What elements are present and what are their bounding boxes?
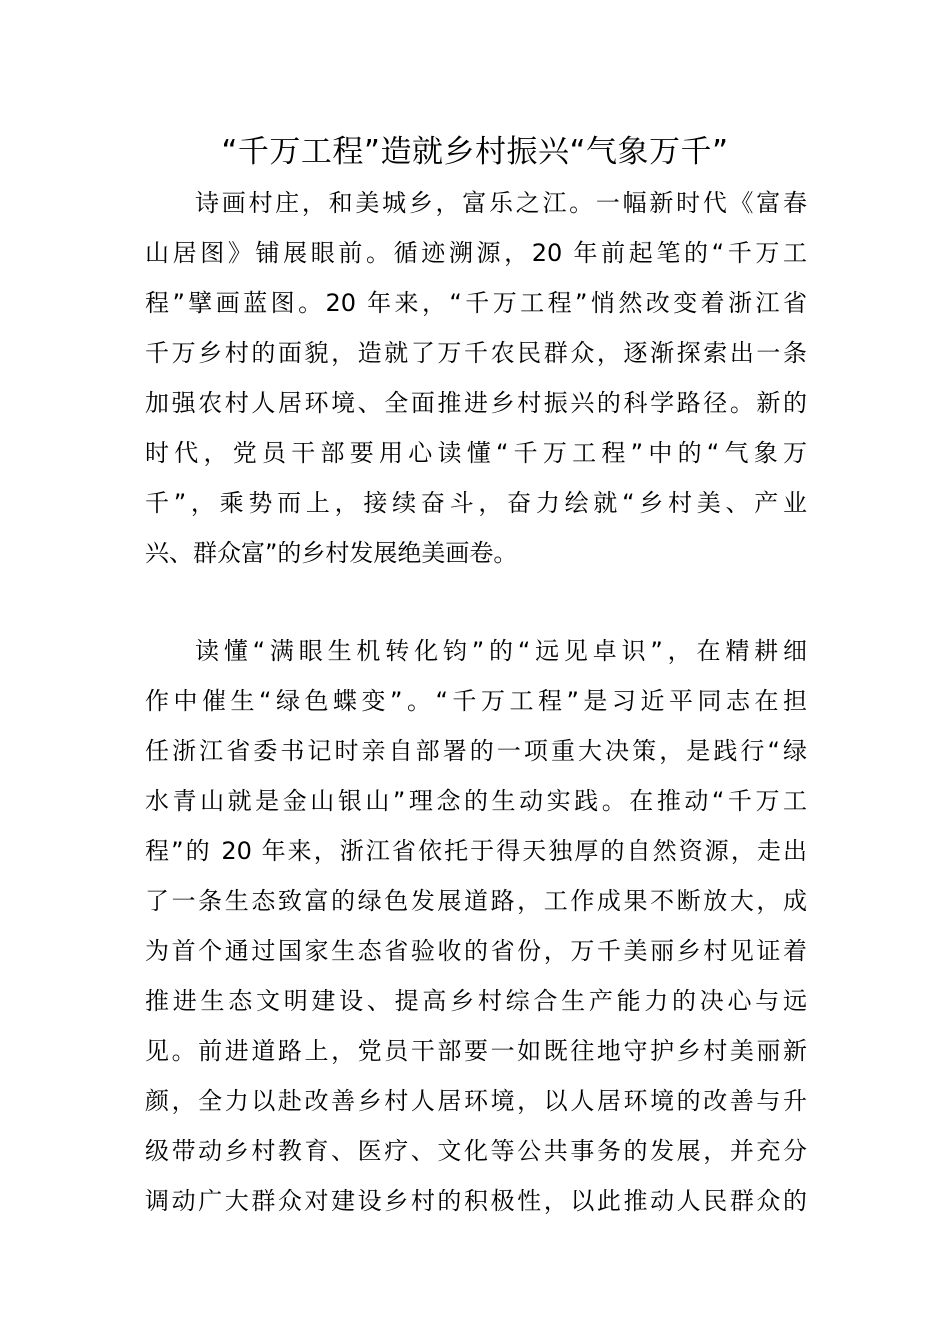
text-line: 千万乡村的面貌，造就了万千农民群众，逐渐探索出一条 (145, 339, 807, 367)
text-line: 时代，党员干部要用心读懂“千万工程”中的“气象万 (145, 439, 807, 467)
document-title: “千万工程”造就乡村振兴“气象万千” (221, 134, 729, 170)
text-line: 级带动乡村教育、医疗、文化等公共事务的发展，并充分 (145, 1137, 807, 1165)
text-line: 推进生态文明建设、提高乡村综合生产能力的决心与远 (145, 987, 807, 1015)
text-line: 读懂“满眼生机转化钧”的“远见卓识”，在精耕细 (195, 637, 807, 665)
text-line: 诗画村庄，和美城乡，富乐之江。一幅新时代《富春 (195, 189, 807, 217)
text-line: 作中催生“绿色蝶变”。“千万工程”是习近平同志在担 (145, 687, 807, 715)
text-line: 颜，全力以赴改善乡村人居环境，以人居环境的改善与升 (145, 1087, 807, 1115)
text-line: 调动广大群众对建设乡村的积极性，以此推动人民群众的 (145, 1187, 807, 1215)
text-line: 山居图》铺展眼前。循迹溯源，20 年前起笔的“千万工 (145, 239, 807, 267)
text-line: 程”擘画蓝图。20 年来，“千万工程”悄然改变着浙江省 (145, 289, 807, 317)
text-line: 见。前进道路上，党员干部要一如既往地守护乡村美丽新 (145, 1037, 807, 1065)
text-line: 加强农村人居环境、全面推进乡村振兴的科学路径。新的 (145, 389, 807, 417)
text-line: 为首个通过国家生态省验收的省份，万千美丽乡村见证着 (145, 937, 807, 965)
text-line: 了一条生态致富的绿色发展道路，工作成果不断放大，成 (145, 887, 807, 915)
text-line: 千”，乘势而上，接续奋斗，奋力绘就“乡村美、产业 (145, 489, 807, 517)
text-line: 任浙江省委书记时亲自部署的一项重大决策，是践行“绿 (145, 737, 807, 765)
text-line: 水青山就是金山银山”理念的生动实践。在推动“千万工 (145, 787, 807, 815)
text-line: 程”的 20 年来，浙江省依托于得天独厚的自然资源，走出 (145, 837, 807, 865)
text-line: 兴、群众富”的乡村发展绝美画卷。 (145, 539, 518, 567)
